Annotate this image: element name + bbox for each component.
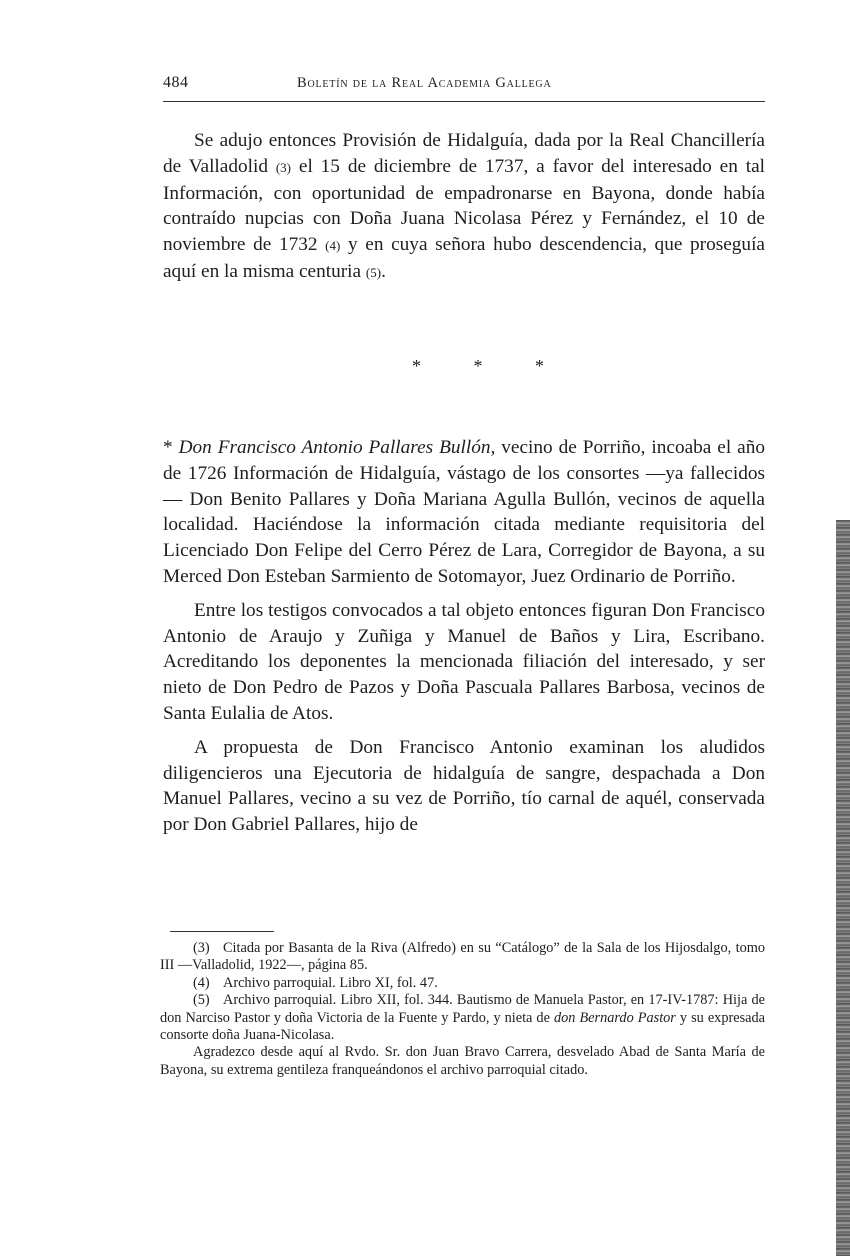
footnote-5: (5) Archivo parroquial. Libro XII, fol. 344. Bautismo de Manuela Pastor, en 17-IV-1787: Hija de don Narciso Pastor y doña Victoria de la Fuente y Pardo, y nieta de don Bernardo Pastor y su expresada consorte doña Juana-Nicolasa. [160,992,765,1044]
footnote-3: (3) Citada por Basanta de la Riva (Alfredo) en su “Catálogo” de la Sala de los Hijosdalgo, tomo III —Valladolid, 1922—, página 85. [160,940,765,974]
paragraph-text: Se adujo entonces Provisión de Hidalguía, dada por la Real Chancillería de Valladolid (3) el 15 de diciembre de 1737, a favor del interesado en tal Información, con oportunidad de empadronarse en Bayona, donde había contraído nupcias con Doña Juana Nicolasa Pérez y Fernández, el 10 de noviembre de 1732 (4) y en cuya señora hubo descendencia, que proseguía aquí en la misma centuria (5). [163,130,765,282]
paragraph-ejecutoria: A propuesta de Don Francisco Antonio examinan los aludidos diligencieros una Ejecutoria de hidalguía de sangre, despachada a Don Manuel Pallares, vecino a su vez de Porriño, tío carnal de aquél, conservada por Don Gabriel Pallares, hijo de [163,736,765,836]
footnote-4: (4) Archivo parroquial. Libro XI, fol. 47. [193,974,438,991]
section-pallares [163,435,765,838]
header-rule [163,101,765,102]
footnote-ref-4: (4) [325,238,341,254]
footnotes [160,940,765,1079]
page-edge-shadow [836,520,850,1256]
footnote-acknowledgement: Agradezco desde aquí al Rvdo. Sr. don Juan Bravo Carrera, desvelado Abad de Santa María de Bayona, su extrema gentileza franqueándonos el archivo parroquial citado. [160,1044,765,1078]
paragraph-provision [163,128,765,286]
footnote-ref-5: (5) [365,264,382,280]
footnote-ref-3: (3) [275,159,292,175]
section-separator: * * * [412,356,568,376]
page-number: 484 [163,74,189,91]
person-name: Don Francisco Antonio Pallares Bullón, [178,437,496,458]
footnote-rule [170,931,274,932]
running-title: Boletín de la Real Academia Gallega [297,75,552,91]
paragraph-pallares-intro: * Don Francisco Antonio Pallares Bullón, vecino de Porriño, incoaba el año de 1726 Información de Hidalguía, vástago de los consortes —ya fallecidos— Don Benito Pallares y Doña Mariana Agulla Bullón, vecinos de aquella localidad. Haciéndose la información citada mediante requisitoria del Licenciado Don Felipe del Cerro Pérez de Lara, Corregidor de Bayona, a su Merced Don Esteban Sarmiento de Sotomayor, Juez Ordinario de Porriño. [163,437,765,587]
page-header [163,70,765,100]
paragraph-witnesses: Entre los testigos convocados a tal objeto entonces figuran Don Francisco Antonio de Araujo y Zuñiga y Manuel de Baños y Lira, Escribano. Acreditando los deponentes la mencionada filiación del interesado, y ser nieto de Don Pedro de Pazos y Doña Pascuala Pallares Barbosa, vecinos de Santa Eulalia de Atos. [163,599,765,724]
